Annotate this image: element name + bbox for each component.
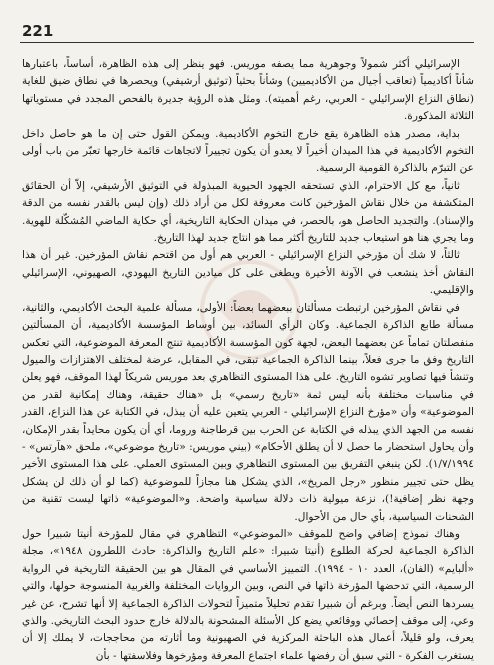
- paragraph: ثانياً، مع كل الاحترام، الذي تستحقه الجهود الحيوية المبذولة في التوثيق الأرشيفي، إلاّ أن الحقائق المتكشفة من خلال نقاش المؤرخين كانت معروفة لكل من أراد ذلك (وإن ليس بالقدر نفسه من الدقة والإسناد). والتجديد الحاصل هو، بالحصر، في ميدان الحكاية التاريخية، أي حكاية الماضي المُشكّلة للهوية. وما يجري هنا هو استيعاب جديد للتاريخ أكثر مما هو انتاج جديد لهذا التاريخ.: [22, 179, 474, 245]
- header-rule: [20, 42, 474, 43]
- body-text: [22, 56, 474, 662]
- paragraph: بداية، مصدر هذه الظاهرة يقع خارج التخوم الأكاديمية. ويمكن القول حتى إن ما هو حاصل داخل التخوم الأكاديمية في هذا الميدان أخيراً لا يعدو أن يكون تجييراً لاتجاهات قائمة خارجها تعبّر من باب أولى عن التبرّم بالذاكرة القومية الرسمية.: [22, 127, 474, 175]
- paragraph: الإسرائيلي أكثر شمولاً وجوهرية مما يصفه موريس. فهو ينظر إلى هذه الظاهرة، أساساً، باعتبارها شأناً أكاديمياً (تعاقب أجيال من الأكاديميين) وشأناً بحثياً (توثيق أرشيفي) ويحصرها في نطاق ضيق للغاية (نطاق النزاع الإسرائيلي - العربي، رغم أهميته). ومثل هذه الرؤية جديرة بالفحص المجدد في مستوياتها الثلاثة المذكورة.: [22, 58, 474, 123]
- paragraph: وهناك نموذج إضافي واضح للموقف «الموضوعي» التظاهري في مقال للمؤرخة أنيتا شبيرا حول الذاكرة الجماعية لحركة الطلوع (أنيتا شبيرا: «علم التاريخ والذاكرة: حادث اللطرون ١٩٤٨»، مجلة «ألبايم» (الفان)، العدد ١٠ - ١٩٩٤). التمييز الأساسي في المقال هو بين الحقيقة التاريخية في الرواية الرسمية، التي تدحضها المؤرخة ذاتها في النص، وبين الروايات المختلفة والغربية المنسوجة حولها، والتي يسردها النص أيضاً. وبرغم أن شبيرا تقدم تحليلاً متميزاً لتحولات الذاكرة الجماعية إلا أنها تشرح، عن غير وعي، إلى موقف إحصائي ووقائعي يضع كل الأسئلة المشحونة بالدلالة خارج حدود البحث التاريخي. والذي يعرف، ولو قليلاً، أعمال هذه الباحثة المركزية في الصهيونية وما أثارته من محاججات، لا يملك إلا أن يستغرب الفكرة - التي سبق أن رفضها علماء اجتماع المعرفة ومؤرخوها وفلاسفتها - بأن: [22, 527, 474, 662]
- page-number: 221: [22, 22, 54, 40]
- paragraph: ثالثاً، لا شك أن مؤرخي النزاع الإسرائيلي - العربي هم أول من اقتحم نقاش المؤرخين. غير أن هذا النقاش أخذ ينشعب في الآونة الأخيرة ويطغى على كل ميادين التاريخ اليهودي، الصهيوني، الإسرائيلي والإقليمي.: [22, 249, 474, 297]
- paragraph: في نقاش المؤرخين ارتبطت مسألتان ببعضهما بعضاً: الأولى، مسألة علمية البحث الأكاديمي، والثانية، مسألة طابع الذاكرة الجماعية. وكان الرأي السائد، بين أوساط المؤسسة الأكاديمية، أن المسألتين منفصلتان تماماً عن بعضهما البعض، لجهة كون المؤسسة الأكاديمية تنتج المعرفة الموضوعية، التي تعكس التاريخ وفق ما جرى فعلاً، بينما الذاكرة الجماعية تبقى، في المقابل، عرضة لمختلف الاهتزازات والميول وتنشأ فيها تصاوير تشوه التاريخ. على هذا المستوى التظاهري بعد موريس شريكاً لهذا الموقف، فهو يعلن في مناسبات مختلفة بأنه ليس ثمة «تاريخ رسمي» بل «هناك حقيقة، وهناك إمكانية لقدر من الموضوعية» وأن «مؤرخ النزاع الإسرائيلي - العربي يتعين عليه أن يبذل، في الكتابة عن هذا النزاع، القدر نفسه من الجهد الذي يبذله في الكتابة عن الحرب بين قرطاجنة وروما، أي أن يكون محايداً بقدر الإمكان، وأن يحاول استحضار ما حصل لا أن يطلق الأحكام» (بيني موريس: «تاريخ موضوعي»، ملحق «هآرتس» - ١/٧/١٩٩٤). لكن ينبغي التفريق بين المستوى التظاهري وبين المستوى العملي. على هذا المستوى الأخير يظل حتى تجيير منظور «رجل المريخ»، الذي يشكل هنا مجازاً للموضوعية (كما لو أن ذلك لن يشكل وجهة نظر إضافية!)، نزعة ميولية ذات دلالة سياسية واضحة. و«الموضوعية» ذاتها ليست تقنية من الشحنات السياسية، بأي حال من الأحوال.: [22, 301, 474, 523]
